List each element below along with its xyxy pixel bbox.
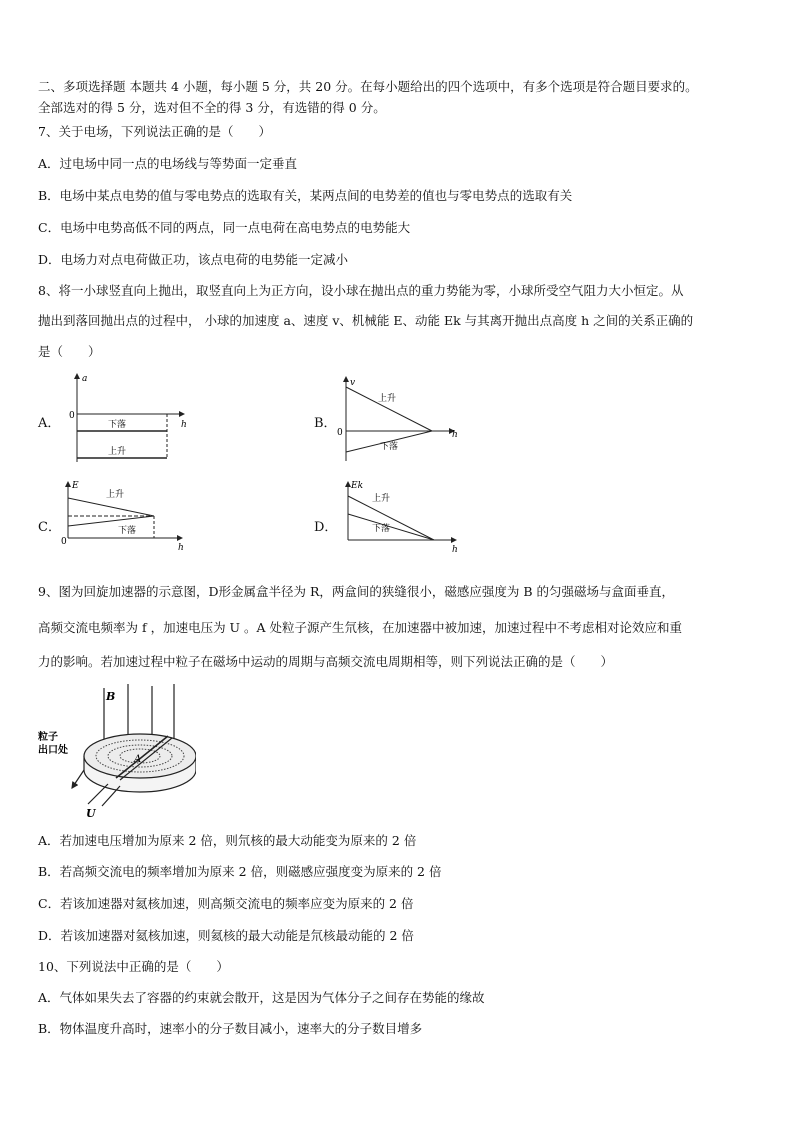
graph-b-x-label: h xyxy=(452,430,458,440)
graph-d-down-label: 下落 xyxy=(372,524,391,534)
section-heading-line-1: 二、多项选择题 本题共 4 小题，每小题 5 分，共 20 分。在每小题给出的四个选项中，有多个选项是符合题目要求的。 xyxy=(38,79,698,94)
svg-text:A: A xyxy=(134,754,142,765)
graph-a-y-label: a xyxy=(82,374,88,384)
graph-c-origin: 0 xyxy=(61,537,67,547)
graph-b-up-label: 上升 xyxy=(378,394,397,404)
graph-c-down-label: 下落 xyxy=(118,526,137,536)
q8-graph-c xyxy=(58,478,193,554)
q10-option-a: A．气体如果失去了容器的约束就会散开，这是因为气体分子之间存在势能的缘故 xyxy=(38,990,485,1005)
q8-option-a-label: A． xyxy=(38,416,61,431)
q10-option-b: B．物体温度升高时，速率小的分子数目减小，速率大的分子数目增多 xyxy=(38,1021,423,1036)
section-heading-line-2: 全部选对的得 5 分，选对但不全的得 3 分，有选错的得 0 分。 xyxy=(38,100,386,115)
q7-stem: 7、关于电场，下列说法正确的是（ ） xyxy=(38,124,271,139)
q9-stem-line-1: 9、图为回旋加速器的示意图，D形金属盒半径为 R，两盒间的狭缝很小，磁感应强度为 B 的匀强磁场与盒面垂直， xyxy=(38,584,674,599)
graph-d-x-label: h xyxy=(452,545,458,554)
q7-option-c: C．电场中电势高低不同的两点，同一点电荷在高电势点的电势能大 xyxy=(38,220,411,235)
q9-option-a: A．若加速电压增加为原来 2 倍，则氘核的最大动能变为原来的 2 倍 xyxy=(38,833,417,848)
q7-option-a: A．过电场中同一点的电场线与等势面一定垂直 xyxy=(38,156,298,171)
q9-option-c: C．若该加速器对氦核加速，则高频交流电的频率应变为原来的 2 倍 xyxy=(38,896,414,911)
q8-option-b-label: B． xyxy=(314,416,337,431)
q8-graph-a xyxy=(60,370,200,466)
q9-stem-line-2: 高频交流电频率为 f ，加速电压为 U 。A 处粒子源产生氘核，在加速器中被加速，加速过程中不考虑相对论效应和重 xyxy=(38,620,683,635)
graph-d-up-label: 上升 xyxy=(372,494,391,504)
q9-cyclotron-figure xyxy=(36,680,196,820)
q7-option-b: B．电场中某点电势的值与零电势点的选取有关，某两点间的电势差的值也与零电势点的选取有关 xyxy=(38,188,573,203)
graph-a-x-label: h xyxy=(181,420,187,430)
q8-graph-d xyxy=(340,478,465,554)
graph-c-y-label: E xyxy=(72,481,79,491)
q9-option-d: D．若该加速器对氦核加速，则氦核的最大动能是氘核最动能的 2 倍 xyxy=(38,928,414,943)
graph-c-x-label: h xyxy=(178,543,184,553)
q10-stem: 10、下列说法中正确的是（ ） xyxy=(38,959,229,974)
q8-stem-line-1: 8、将一小球竖直向上抛出，取竖直向上为正方向，设小球在抛出点的重力势能为零，小球所受空气阻力大小恒定。从 xyxy=(38,283,684,298)
q8-option-d-label: D． xyxy=(314,520,338,535)
q7-option-d: D．电场力对点电荷做正功，该点电荷的电势能一定减小 xyxy=(38,252,349,267)
q9-option-b: B．若高频交流电的频率增加为原来 2 倍，则磁感应强度变为原来的 2 倍 xyxy=(38,864,442,879)
q9-exit-label-2: 出口处 xyxy=(38,745,68,756)
q9-exit-label-1: 粒子 xyxy=(38,732,58,743)
q9-u-label: U xyxy=(86,807,96,820)
graph-c-down-line xyxy=(68,516,154,526)
graph-d-y-label: Ek xyxy=(351,481,364,491)
q8-stem-line-3: 是（ ） xyxy=(38,344,101,359)
graph-c-up-line xyxy=(68,498,154,516)
q8-graph-b xyxy=(332,373,462,463)
q9-stem-line-3: 力的影响。若加速过程中粒子在磁场中运动的周期与高频交流电周期相等，则下列说法正确的是（ ） xyxy=(38,654,614,669)
graph-a-up-label: 上升 xyxy=(108,447,127,457)
graph-b-origin: 0 xyxy=(337,428,343,438)
graph-b-down-label: 下落 xyxy=(380,442,399,452)
graph-b-y-label: v xyxy=(350,378,356,388)
graph-a-origin: 0 xyxy=(69,411,75,421)
graph-c-up-label: 上升 xyxy=(106,490,125,500)
graph-a-down-label: 下落 xyxy=(108,420,127,430)
q9-b-label: B xyxy=(106,690,116,703)
q8-stem-line-2: 抛出到落回抛出点的过程中， 小球的加速度 a、速度 v、机械能 E、动能 Ek 与其离开抛出点高度 h 之间的关系正确的 xyxy=(38,313,694,328)
q8-option-c-label: C． xyxy=(38,520,61,535)
